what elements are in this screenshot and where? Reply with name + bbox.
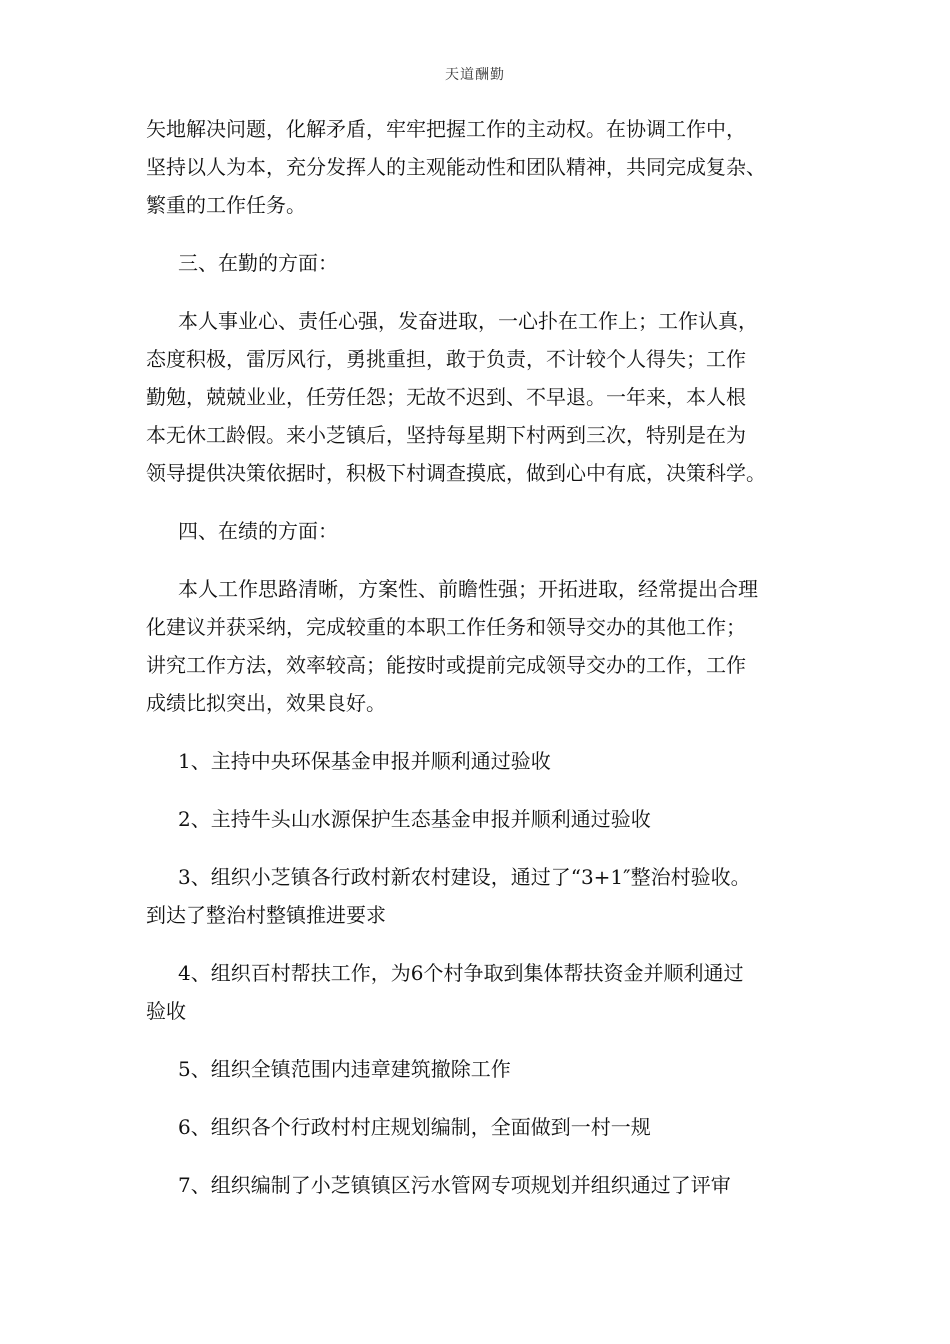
heading-text: 四、在绩的方面： — [178, 519, 338, 543]
heading-text: 三、在勤的方面： — [178, 251, 338, 275]
list-item-text: 3、组织小芝镇各行政村新农村建设，通过了“3+1″整治村验收。 — [178, 865, 751, 889]
list-item-text: 到达了整治村整镇推进要求 — [146, 903, 386, 927]
page-header: 天道酬勤 — [445, 67, 505, 83]
text-line: 本无休工龄假。来小芝镇后，坚持每星期下村两到三次，特别是在为 — [146, 423, 746, 447]
paragraph-performance — [146, 570, 806, 722]
list-item-6 — [146, 1108, 806, 1146]
list-item-3 — [146, 858, 806, 934]
section-heading-diligence — [146, 244, 806, 282]
list-item-5 — [146, 1050, 806, 1088]
list-item-text: 6、组织各个行政村村庄规划编制，全面做到一村一规 — [178, 1115, 651, 1139]
text-line: 勤勉，兢兢业业，任劳任怨；无故不迟到、不早退。一年来，本人根 — [146, 385, 746, 409]
text-line: 讲究工作方法，效率较高；能按时或提前完成领导交办的工作，工作 — [146, 653, 746, 677]
list-item-text: 验收 — [146, 999, 186, 1023]
list-item-text: 2、主持牛头山水源保护生态基金申报并顺利通过验收 — [178, 807, 651, 831]
text-line: 态度积极，雷厉风行，勇挑重担，敢于负责，不计较个人得失；工作 — [146, 347, 746, 371]
paragraph-coordination-continued — [146, 110, 806, 224]
list-item-1 — [146, 742, 806, 780]
list-item-2 — [146, 800, 806, 838]
text-line: 化建议并获采纳，完成较重的本职工作任务和领导交办的其他工作； — [146, 615, 746, 639]
list-item-text: 4、组织百村帮扶工作，为6个村争取到集体帮扶资金并顺利通过 — [178, 961, 744, 985]
list-item-text: 7、组织编制了小芝镇镇区污水管网专项规划并组织通过了评审 — [178, 1173, 731, 1197]
text-line: 成绩比拟突出，效果良好。 — [146, 691, 386, 715]
text-line: 本人事业心、责任心强，发奋进取，一心扑在工作上；工作认真， — [178, 309, 758, 333]
document-body — [146, 110, 806, 1224]
section-heading-performance — [146, 512, 806, 550]
list-item-7 — [146, 1166, 806, 1204]
list-item-text: 5、组织全镇范围内违章建筑撤除工作 — [178, 1057, 511, 1081]
text-line: 领导提供决策依据时，积极下村调查摸底，做到心中有底，决策科学。 — [146, 461, 766, 485]
text-line: 繁重的工作任务。 — [146, 193, 306, 217]
paragraph-diligence — [146, 302, 806, 492]
text-line: 矢地解决问题，化解矛盾，牢牢把握工作的主动权。在协调工作中， — [146, 117, 746, 141]
list-item-text: 1、主持中央环保基金申报并顺利通过验收 — [178, 749, 551, 773]
text-line: 本人工作思路清晰，方案性、前瞻性强；开拓进取，经常提出合理 — [178, 577, 758, 601]
text-line: 坚持以人为本，充分发挥人的主观能动性和团队精神，共同完成复杂、 — [146, 155, 766, 179]
list-item-4 — [146, 954, 806, 1030]
